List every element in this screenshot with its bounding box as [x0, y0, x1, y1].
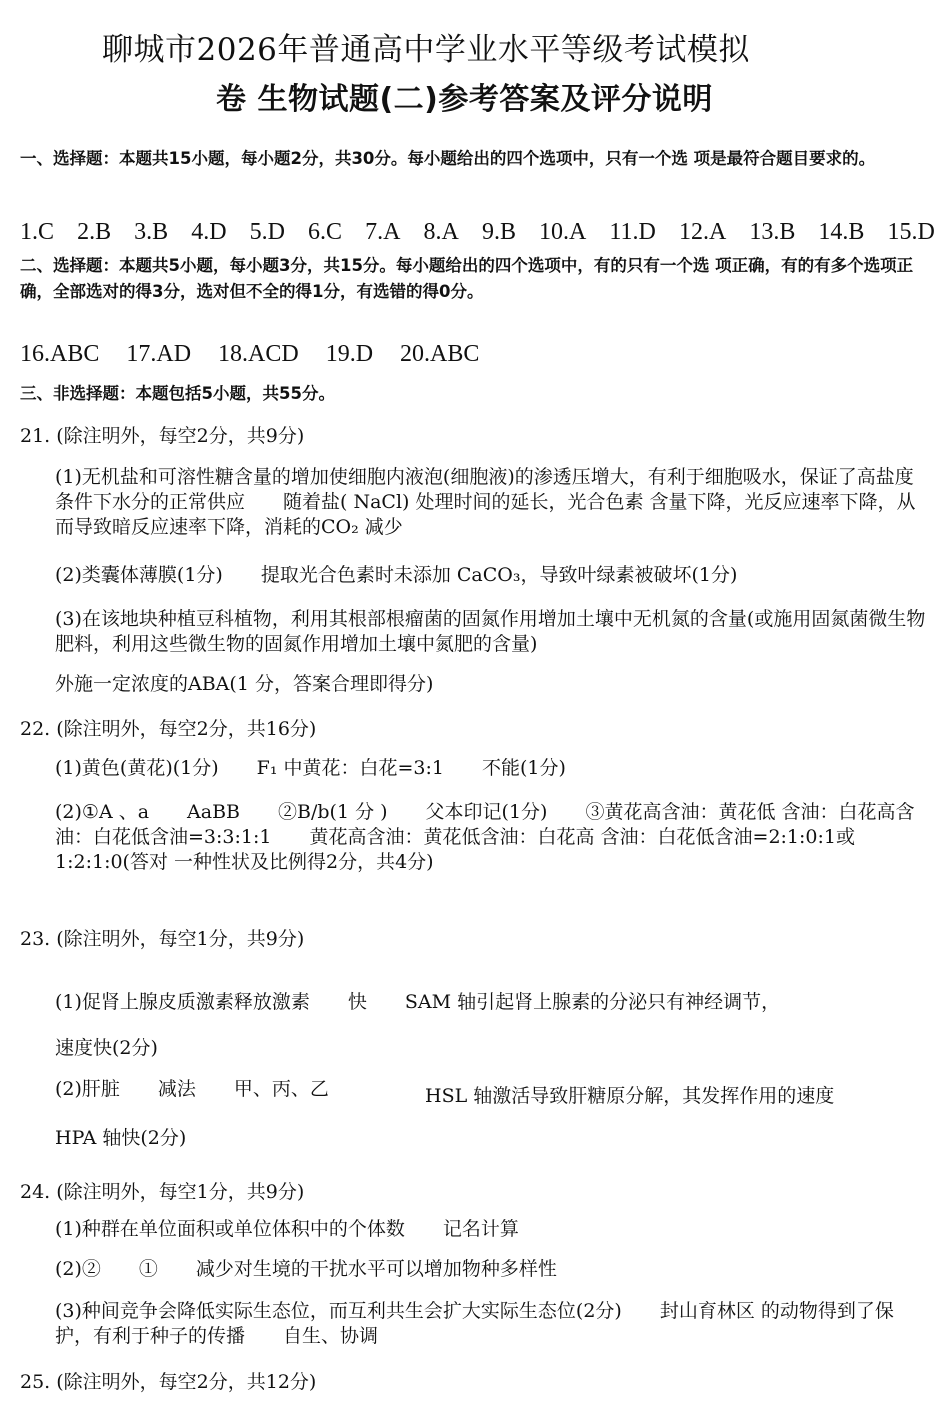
- question-23-part2-line2: HSL 轴激活导致肝糖原分解，其发挥作用的速度: [425, 1085, 835, 1107]
- answer-item: 4.D: [191, 219, 227, 245]
- section2-answers: [20, 341, 935, 368]
- answer-item: 1.C: [20, 219, 55, 245]
- question-24-part2: (2)② ① 减少对生境的干扰水平可以增加物种多样性: [55, 1258, 557, 1280]
- question-24-part3: (3)种间竞争会降低实际生态位，而互利共生会扩大实际生态位(2分) 封山育林区 的动物得到了保护，有利于种子的传播 自生、协调: [55, 1300, 894, 1347]
- answer-item: 11.D: [609, 219, 656, 245]
- answer-item: 14.B: [818, 219, 865, 245]
- answer-item: 8.A: [423, 219, 459, 245]
- question-23-part1-line2: 速度快(2分): [55, 1037, 158, 1059]
- answer-item: 2.B: [77, 219, 112, 245]
- answer-item: 13.B: [749, 219, 796, 245]
- section1-answers: [20, 219, 935, 246]
- answer-item: 18.ACD: [218, 341, 299, 367]
- question-23-header: 23. (除注明外，每空1分，共9分): [20, 928, 305, 950]
- answer-item: 5.D: [249, 219, 285, 245]
- section2-heading: 二、选择题：本题共5小题，每小题3分，共15分。每小题给出的四个选项中，有的只有一个选 项正确，有的有多个选项正确，全部选对的得3分，选对但不全的得1分，有选错的得0分。: [20, 256, 914, 301]
- question-21-part1: (1)无机盐和可溶性糖含量的增加使细胞内液泡(细胞液)的渗透压增大，有利于细胞吸水，保证了高盐度条件下水分的正常供应 随着盐( NaCl) 处理时间的延长，光合色素 含量下降，光反应速率下降，从而导致暗反应速率下降，消耗的CO₂ 减少: [55, 466, 916, 538]
- question-25-header: 25. (除注明外，每空2分，共12分): [20, 1371, 317, 1393]
- answer-item: 10.A: [539, 219, 587, 245]
- answer-item: 7.A: [365, 219, 401, 245]
- answer-item: 16.ABC: [20, 341, 100, 367]
- question-22-part1: (1)黄色(黄花)(1分) F₁ 中黄花：白花=3:1 不能(1分): [55, 757, 566, 779]
- question-22-header: 22. (除注明外，每空2分，共16分): [20, 718, 317, 740]
- answer-item: 9.B: [481, 219, 516, 245]
- answer-item: 17.AD: [126, 341, 192, 367]
- document-title-line2: 卷 生物试题(二)参考答案及评分说明: [216, 82, 713, 117]
- question-23-part1-line1: (1)促肾上腺皮质激素释放激素 快 SAM 轴引起肾上腺素的分泌只有神经调节，: [55, 991, 781, 1013]
- question-23-part2-line1: (2)肝脏 减法 甲、丙、乙: [55, 1078, 329, 1100]
- section3-heading: 三、非选择题：本题包括5小题，共55分。: [20, 384, 335, 403]
- section1-heading: 一、选择题：本题共15小题，每小题2分，共30分。每小题给出的四个选项中，只有一个选 项是最符合题目要求的。: [20, 149, 876, 168]
- question-21-part3: (3)在该地块种植豆科植物，利用其根部根瘤菌的固氮作用增加土壤中无机氮的含量(或施用固氮菌微生物肥料，利用这些微生物的固氮作用增加土壤中氮肥的含量): [55, 608, 926, 655]
- question-23-part2-line3: HPA 轴快(2分): [55, 1127, 187, 1149]
- answer-item: 19.D: [325, 341, 374, 367]
- answer-item: 15.D: [887, 219, 935, 245]
- question-24-header: 24. (除注明外，每空1分，共9分): [20, 1181, 305, 1203]
- question-21-header: 21. (除注明外，每空2分，共9分): [20, 425, 305, 447]
- answer-item: 12.A: [678, 219, 727, 245]
- answer-item: 20.ABC: [400, 341, 480, 367]
- answer-item: 3.B: [134, 219, 169, 245]
- question-22-part2: (2)①A 、a AaBB ②B/b(1 分 ) 父本印记(1分) ③黄花高含油：黄花低 含油：白花高含油：白花低含油=3:3:1:1 黄花高含油：黄花低含油：白花高 含油：白花低含油=2:1:0:1或1:2:1:0(答对 一种性状及比例得2分，共4分): [55, 801, 915, 873]
- document-title-line1: 聊城市2026年普通高中学业水平等级考试模拟: [102, 32, 750, 68]
- question-21-part4: 外施一定浓度的ABA(1 分，答案合理即得分): [55, 673, 434, 695]
- answer-item: 6.C: [308, 219, 343, 245]
- question-21-part2: (2)类囊体薄膜(1分) 提取光合色素时未添加 CaCO₃，导致叶绿素被破坏(1分): [55, 564, 738, 586]
- question-24-part1: (1)种群在单位面积或单位体积中的个体数 记名计算: [55, 1218, 519, 1240]
